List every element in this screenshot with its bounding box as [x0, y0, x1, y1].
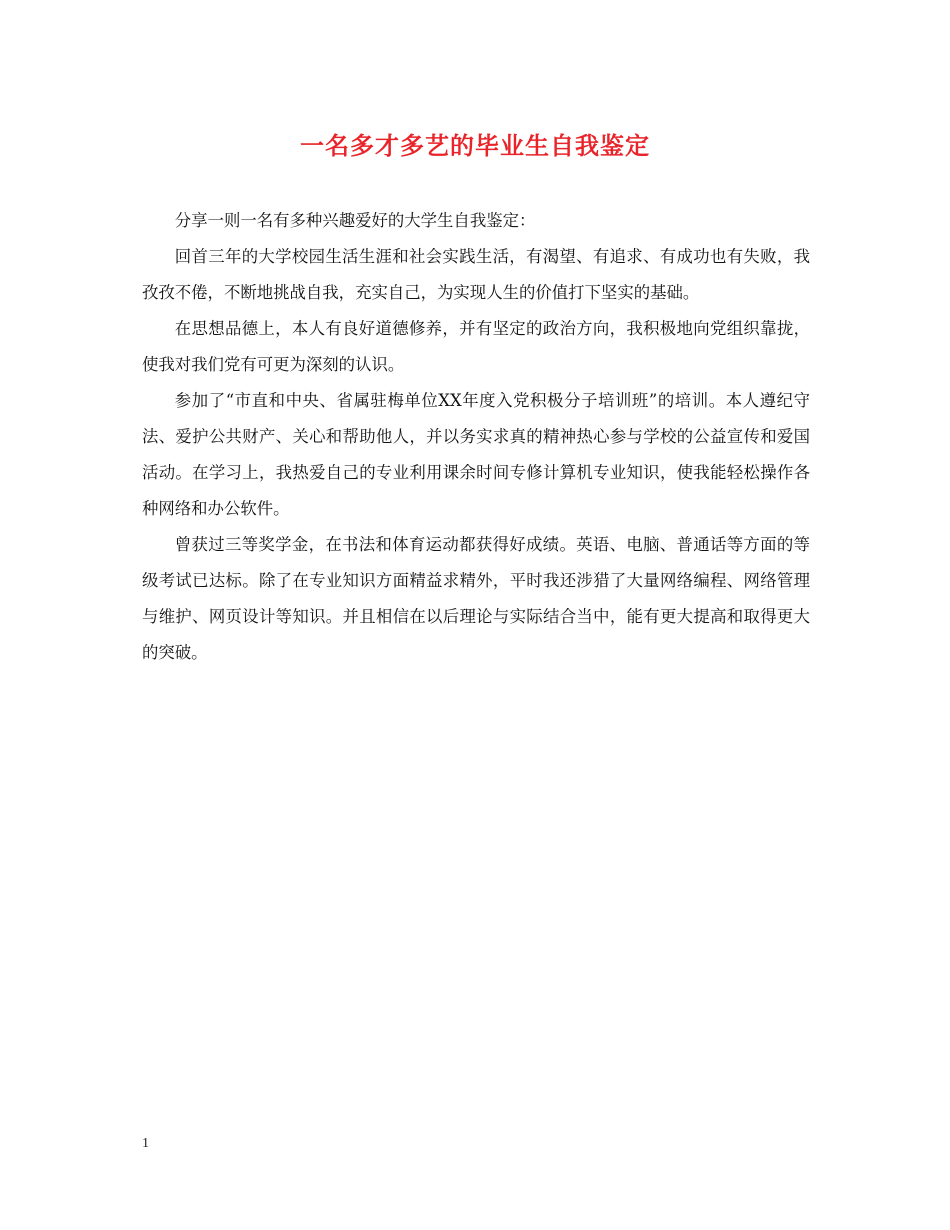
paragraph-intro: 分享一则一名有多种兴趣爱好的大学生自我鉴定： [174, 211, 536, 230]
document-body [142, 203, 810, 671]
page-number: 1 [142, 1136, 149, 1151]
paragraph-training: 参加了“市直和中央、省属驻梅单位XX年度入党积极分子培训班”的培训。本人遵纪守法、爱护公共财产、关心和帮助他人，并以务实求真的精神热心参与学校的公益宣传和爱国活动。在学习上，我热爱自己的专业利用课余时间专修计算机专业知识，使我能轻松操作各种网络和办公软件。 [142, 391, 810, 518]
paragraph-review: 回首三年的大学校园生活生涯和社会实践生活，有渴望、有追求、有成功也有失败，我孜孜不倦，不断地挑战自我，充实自己，为实现人生的价值打下坚实的基础。 [142, 247, 810, 302]
paragraph-achievements: 曾获过三等奖学金，在书法和体育运动都获得好成绩。英语、电脑、普通话等方面的等级考试已达标。除了在专业知识方面精益求精外，平时我还涉猎了大量网络编程、网络管理与维护、网页设计等知识。并且相信在以后理论与实际结合当中，能有更大提高和取得更大的突破。 [142, 535, 810, 662]
paragraph-moral: 在思想品德上，本人有良好道德修养，并有坚定的政治方向，我积极地向党组织靠拢，使我对我们党有可更为深刻的认识。 [142, 319, 810, 374]
document-title: 一名多才多艺的毕业生自我鉴定 [300, 131, 650, 160]
